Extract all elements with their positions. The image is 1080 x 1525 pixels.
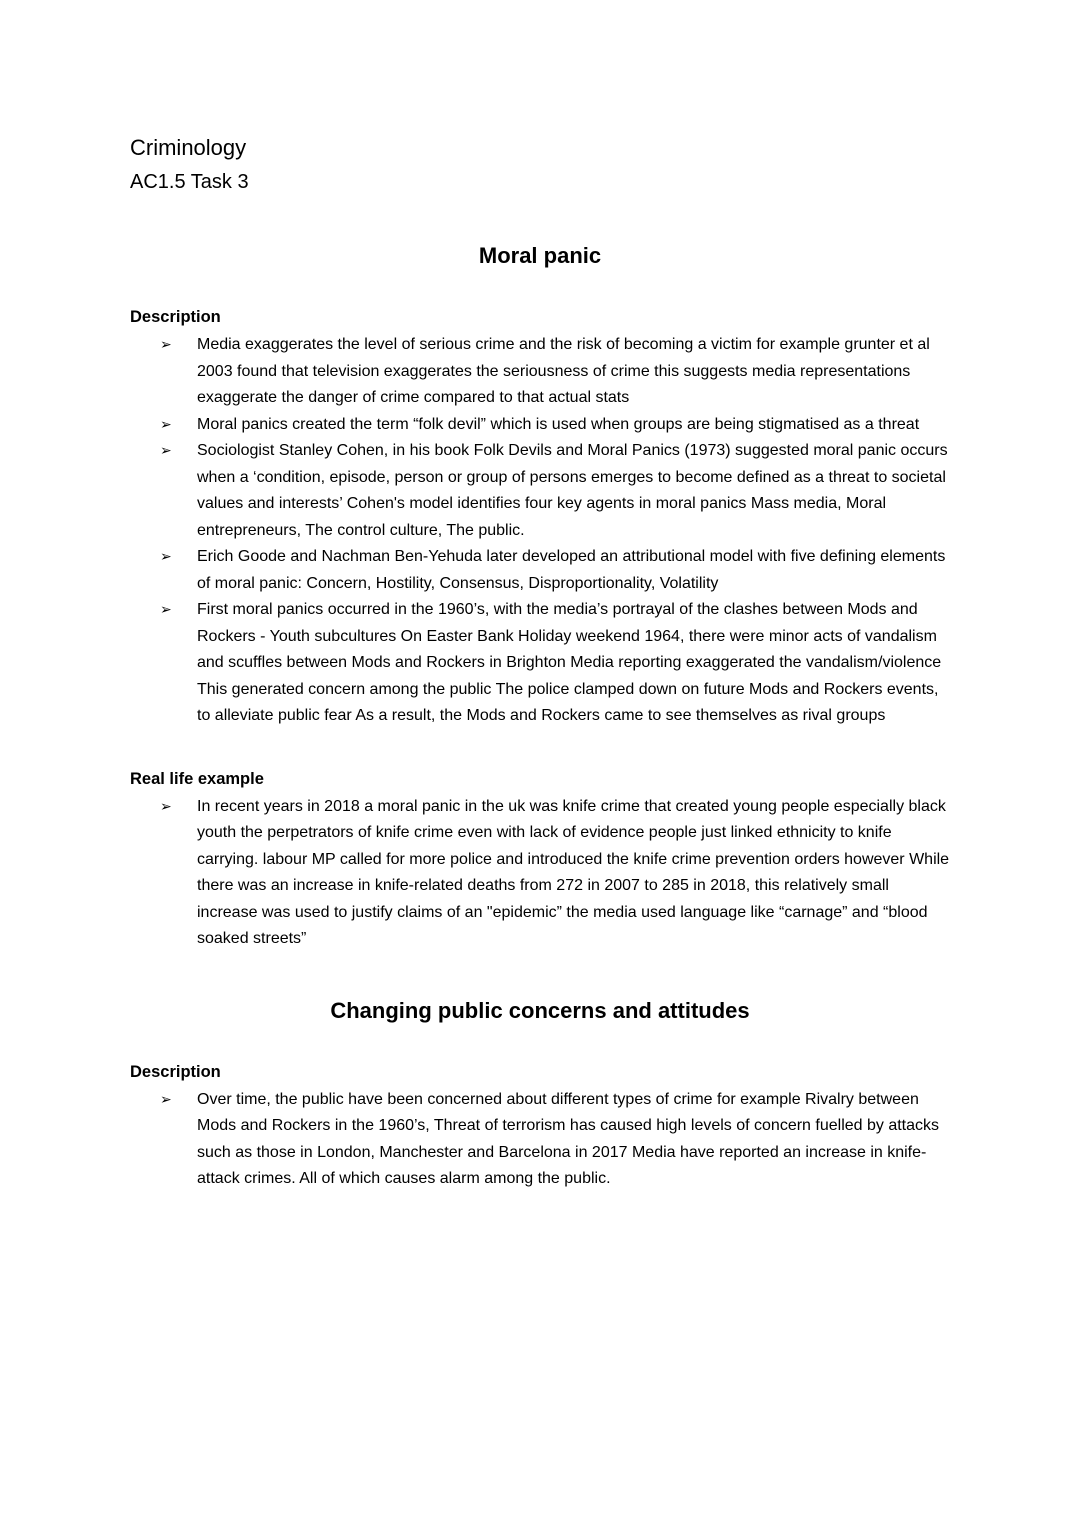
- bullet-arrow-icon: ➢: [160, 549, 172, 565]
- bullet-arrow-icon: ➢: [160, 798, 172, 815]
- bullet-item: [160, 332, 950, 412]
- bullet-text: Sociologist Stanley Cohen, in his book Folk Devils and Moral Panics (1973) suggested moral panic occurs when a ‘condition, episode, person or group of persons emerges to become defined as a threat to societal values and interests’ Cohen's model identifies four key agents in moral panics Mass media, Moral entrepreneurs, The control culture, The public.: [197, 442, 948, 539]
- bullet-text: First moral panics occurred in the 1960’s, with the media’s portrayal of the clashes between Mods and Rockers - Youth subcultures On Easter Bank Holiday weekend 1964, there were minor acts of vandalism and scuffles between Mods and Rockers in Brighton Media reporting exaggerated the vandalism/violence This generated concern among the public The police clamped down on future Mods and Rockers events, to alleviate public fear As a result, the Mods and Rockers came to see themselves as rival groups: [197, 601, 942, 724]
- bullet-text: Moral panics created the term “folk devil” which is used when groups are being stigmatised as a threat: [197, 415, 920, 433]
- subheading-description-2: Description: [130, 1062, 221, 1081]
- bullet-item: [160, 1087, 950, 1193]
- subheading-real-life-example: Real life example: [130, 769, 264, 788]
- bullet-arrow-icon: ➢: [160, 416, 172, 433]
- bullet-arrow-icon: ➢: [160, 337, 172, 353]
- bullet-item: [160, 794, 950, 953]
- doc-title: Criminology: [130, 135, 247, 160]
- doc-subtitle: AC1.5 Task 3: [130, 171, 249, 193]
- bullet-item: [160, 412, 950, 439]
- bullet-list-real-life-example: [130, 794, 950, 953]
- bullet-text: Over time, the public have been concerned about different types of crime for example Rivalry between Mods and Rockers in the 1960’s, Threat of terrorism has caused high levels of concern fuelled by attacks such as those in London, Manchester and Barcelona in 2017 Media have reported an increase in knife-attack crimes. All of which causes alarm among the public.: [197, 1090, 940, 1187]
- bullet-item: [160, 438, 950, 544]
- bullet-item: [160, 597, 950, 730]
- bullet-text: Media exaggerates the level of serious crime and the risk of becoming a victim for example grunter et al 2003 found that television exaggerates the seriousness of crime this suggests media representations exaggerate the danger of crime compared to that actual stats: [197, 336, 930, 406]
- bullet-text: Erich Goode and Nachman Ben-Yehuda later developed an attributional model with five defining elements of moral panic: Concern, Hostility, Consensus, Disproportionality, Volatility: [197, 548, 946, 592]
- bullet-arrow-icon: ➢: [160, 1091, 172, 1108]
- bullet-arrow-icon: ➢: [160, 602, 172, 618]
- subheading-description-1: Description: [130, 308, 221, 326]
- bullet-list-description-1: [130, 332, 950, 730]
- bullet-item: [160, 544, 950, 597]
- bullet-list-description-2: [130, 1087, 950, 1193]
- bullet-text: In recent years in 2018 a moral panic in the uk was knife crime that created young people especially black youth the perpetrators of knife crime even with lack of evidence people just linked ethnicity to knife carrying. labour MP called for more police and introduced the knife crime prevention orders however While there was an increase in knife-related deaths from 272 in 2007 to 285 in 2018, this relatively small increase was used to justify claims of an "epidemic” the media used language like “carnage” and “blood soaked streets”: [197, 797, 950, 947]
- bullet-arrow-icon: ➢: [160, 443, 172, 459]
- section-title-moral-panic: Moral panic: [478, 243, 602, 268]
- section-title-changing-public-concerns: Changing public concerns and attitudes: [330, 997, 750, 1023]
